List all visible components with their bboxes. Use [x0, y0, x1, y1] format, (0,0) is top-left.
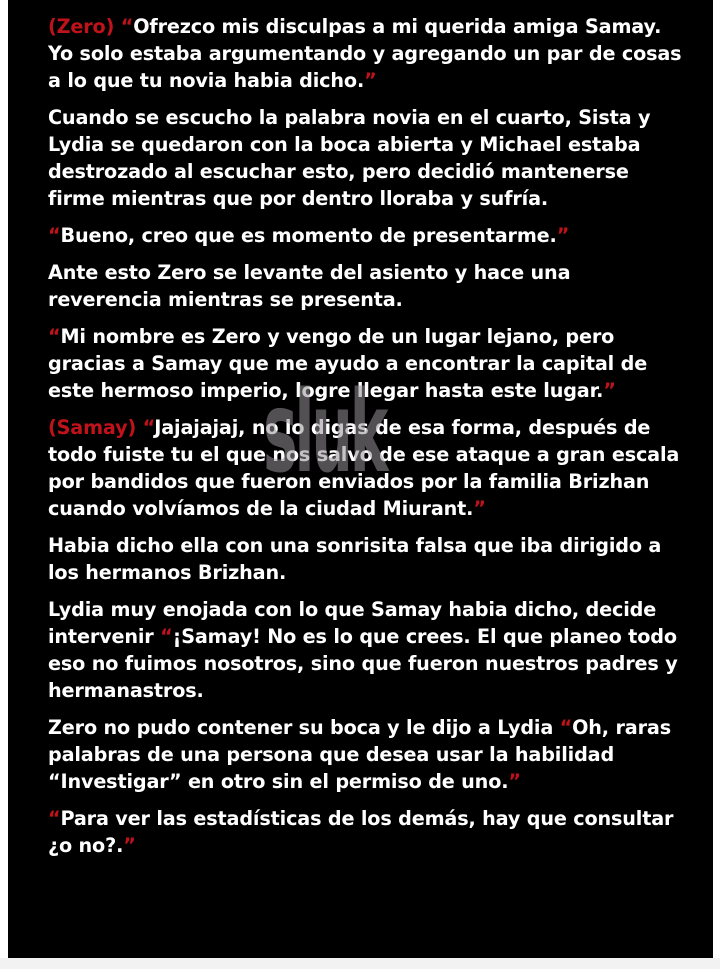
open-quote: “ [48, 325, 61, 348]
open-quote: “ [559, 716, 573, 739]
paragraph-7 [48, 532, 688, 586]
open-quote: “ [120, 15, 134, 38]
watermark: sluk [263, 368, 386, 498]
open-quote: “ [48, 224, 61, 247]
narration-text: Lydia muy enojada con lo que Samay habia dicho, decide intervenir [48, 598, 657, 648]
dialogue-text: Para ver las estadísticas de los demás, hay que consultar ¿o no?. [48, 807, 674, 857]
dialogue-text: Ofrezco mis disculpas a mi querida amiga Samay. Yo solo estaba argumentando y agregando un par de cosas a lo que tu novia habia dicho. [48, 15, 682, 92]
speaker-label: (Zero) [48, 15, 115, 38]
dialogue-text: Oh, raras palabras de una persona que desea usar la habilidad “Investigar” en otro sin el permiso de uno. [48, 716, 671, 793]
narration-text: Zero no pudo contener su boca y le dijo a Lydia [48, 716, 560, 739]
open-quote: “ [142, 416, 155, 439]
paragraph-2 [48, 104, 688, 212]
close-quote: ” [603, 379, 616, 402]
close-quote: ” [508, 770, 521, 793]
paragraph-6 [48, 414, 688, 522]
close-quote: ” [473, 497, 486, 520]
paragraph-8 [48, 596, 688, 704]
narration-text: Habia dicho ella con una sonrisita falsa que iba dirigido a los hermanos Brizhan. [48, 534, 662, 584]
speaker-label: (Samay) [48, 416, 137, 439]
close-quote: ” [123, 834, 136, 857]
open-quote: “ [160, 625, 173, 648]
paragraph-9 [48, 714, 688, 795]
story-page [8, 0, 713, 958]
paragraph-3 [48, 222, 688, 249]
page-bottom-margin [0, 958, 720, 969]
dialogue-text: Mi nombre es Zero y vengo de un lugar lejano, pero gracias a Samay que me ayudo a encontrar la capital de este hermoso imperio, logre llegar hasta este lugar. [48, 325, 648, 402]
open-quote: “ [48, 807, 61, 830]
close-quote: ” [364, 69, 377, 92]
paragraph-1 [48, 13, 688, 94]
dialogue-text: Bueno, creo que es momento de presentarme. [60, 224, 557, 247]
story-text [48, 13, 688, 869]
paragraph-4 [48, 259, 688, 313]
narration-text: Ante esto Zero se levante del asiento y hace una reverencia mientras se presenta. [48, 261, 571, 311]
narration-text: Cuando se escucho la palabra novia en el cuarto, Sista y Lydia se quedaron con la boca abierta y Michael estaba destrozado al escuchar esto, pero decidió mantenerse firme mientras que por dentro lloraba y sufría. [48, 106, 651, 210]
paragraph-5 [48, 323, 688, 404]
dialogue-text: Jajajajaj, no lo digas de esa forma, después de todo fuiste tu el que nos salvo de ese ataque a gran escala por bandidos que fueron enviados por la familia Brizhan cuando volvíamos de la ciudad Miurant. [48, 416, 680, 520]
close-quote: ” [556, 224, 570, 247]
dialogue-text: ¡Samay! No es lo que crees. El que planeo todo eso no fuimos nosotros, sino que fueron nuestros padres y hermanastros. [48, 625, 678, 702]
paragraph-10 [48, 805, 688, 859]
